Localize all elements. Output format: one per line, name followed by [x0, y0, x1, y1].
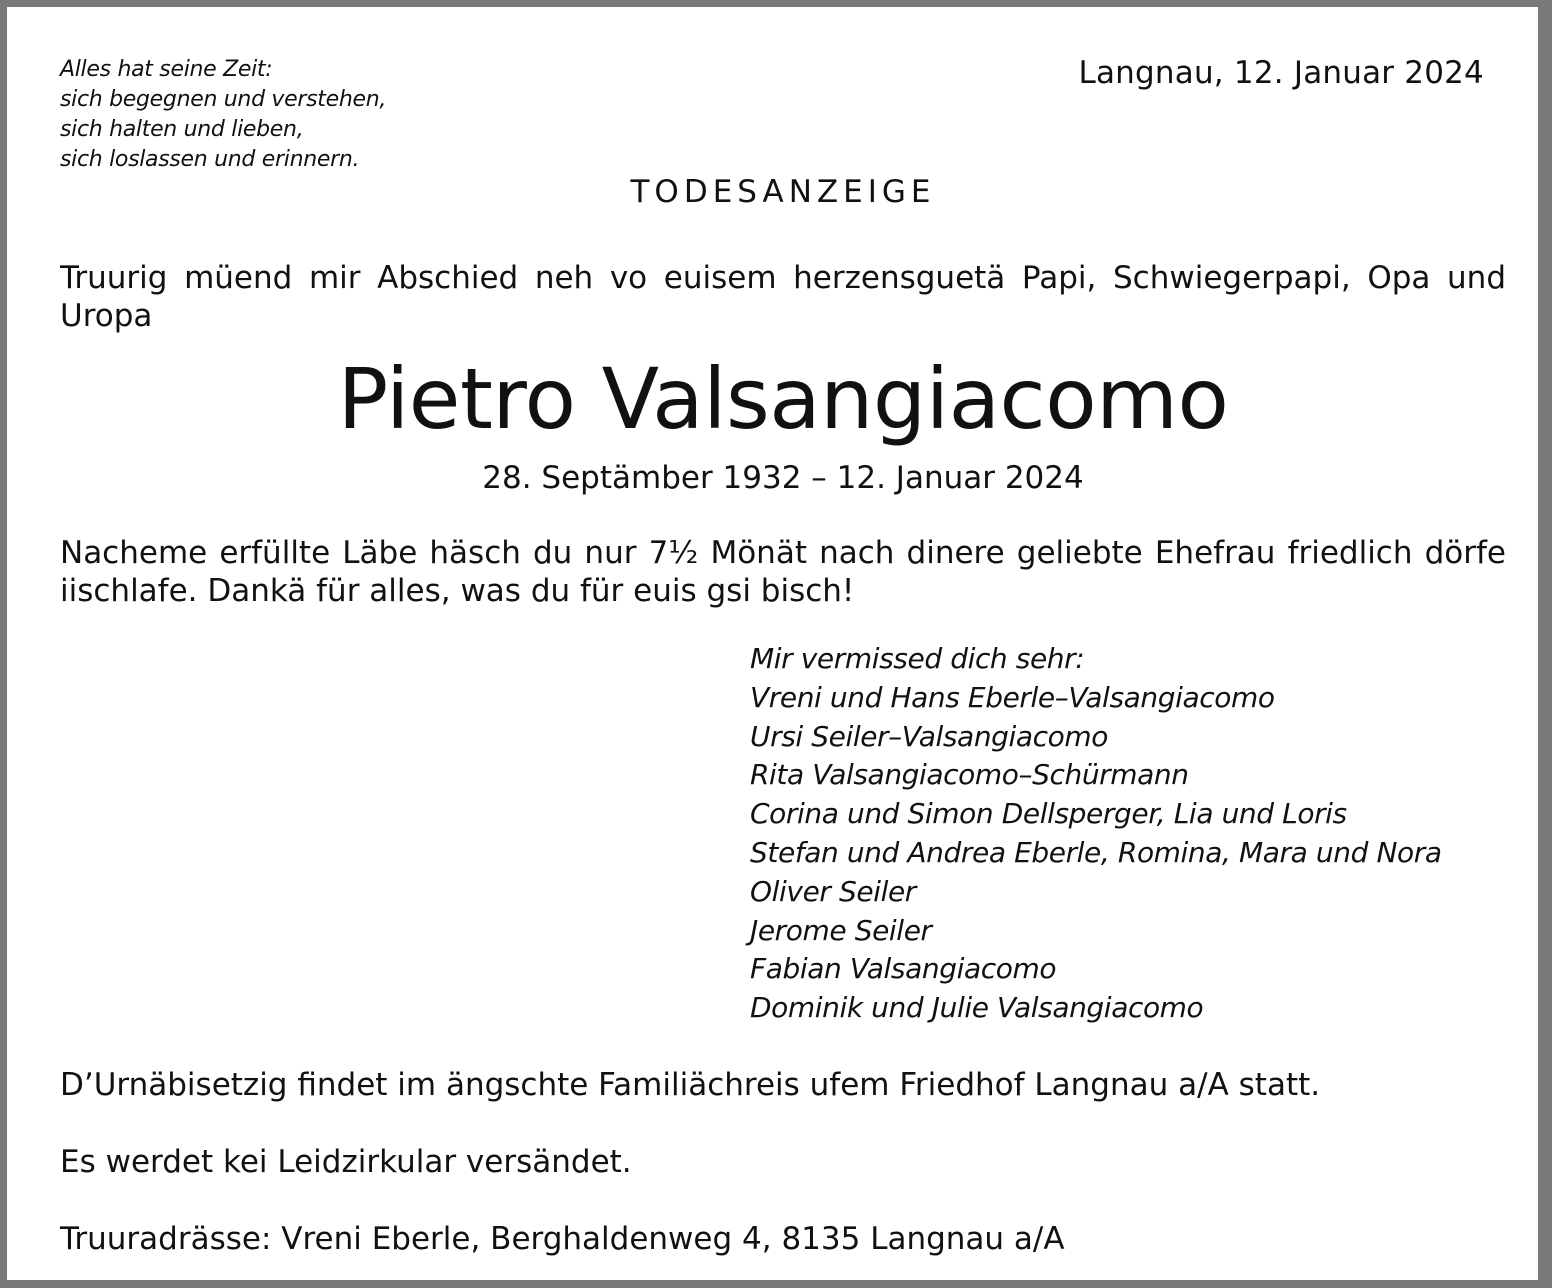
notice-heading: TODESANZEIGE: [630, 174, 936, 210]
motto-line: Alles hat seine Zeit:: [60, 57, 273, 82]
circular-notice: Es werdet kei Leidzirkular versändet.: [60, 1144, 632, 1180]
mourner-entry: Jerome Seiler: [750, 913, 932, 947]
urn-burial-notice: D’Urnäbisetzig findet im ängschte Familiächreis ufem Friedhof Langnau a/A statt.: [60, 1067, 1321, 1103]
mourner-entry: Stefan und Andrea Eberle, Romina, Mara und Nora: [750, 835, 1442, 869]
mourner-entry: Dominik und Julie Valsangiacomo: [750, 991, 1204, 1025]
motto-verse: [60, 55, 386, 175]
intro-text: Truurig müend mir Abschied neh vo euisem herzensguetä Papi, Schwiegerpapi, Opa und Uropa: [60, 260, 1506, 334]
mourner-entry: Fabian Valsangiacomo: [750, 952, 1057, 986]
mourners-list: [750, 640, 1442, 1028]
deceased-name: Pietro Valsangiacomo: [337, 350, 1229, 448]
motto-line: sich loslassen und erinnern.: [60, 147, 360, 172]
motto-line: sich halten und lieben,: [60, 117, 304, 142]
mourner-entry: Oliver Seiler: [750, 874, 916, 908]
life-dates: 28. Septämber 1932 – 12. Januar 2024: [482, 460, 1084, 496]
mourner-entry: Rita Valsangiacomo–Schürmann: [750, 758, 1189, 792]
mourner-entry: Corina und Simon Dellsperger, Lia und Loris: [750, 797, 1347, 831]
mourner-entry: Vreni und Hans Eberle–Valsangiacomo: [750, 680, 1275, 714]
mourning-address: Truuradrässe: Vreni Eberle, Berghaldenweg 4, 8135 Langnau a/A: [60, 1221, 1065, 1257]
mourner-entry: Ursi Seiler–Valsangiacomo: [750, 719, 1109, 753]
farewell-message: Nacheme erfüllte Läbe häsch du nur 7½ Mönät nach dinere geliebte Ehefrau friedlich dörfe iischlafe. Dankä für alles, was du für euis gsi bisch!: [60, 535, 1506, 609]
place-date: Langnau, 12. Januar 2024: [1078, 55, 1484, 91]
mourners-intro: Mir vermissed dich sehr:: [750, 642, 1085, 675]
motto-line: sich begegnen und verstehen,: [60, 87, 387, 112]
